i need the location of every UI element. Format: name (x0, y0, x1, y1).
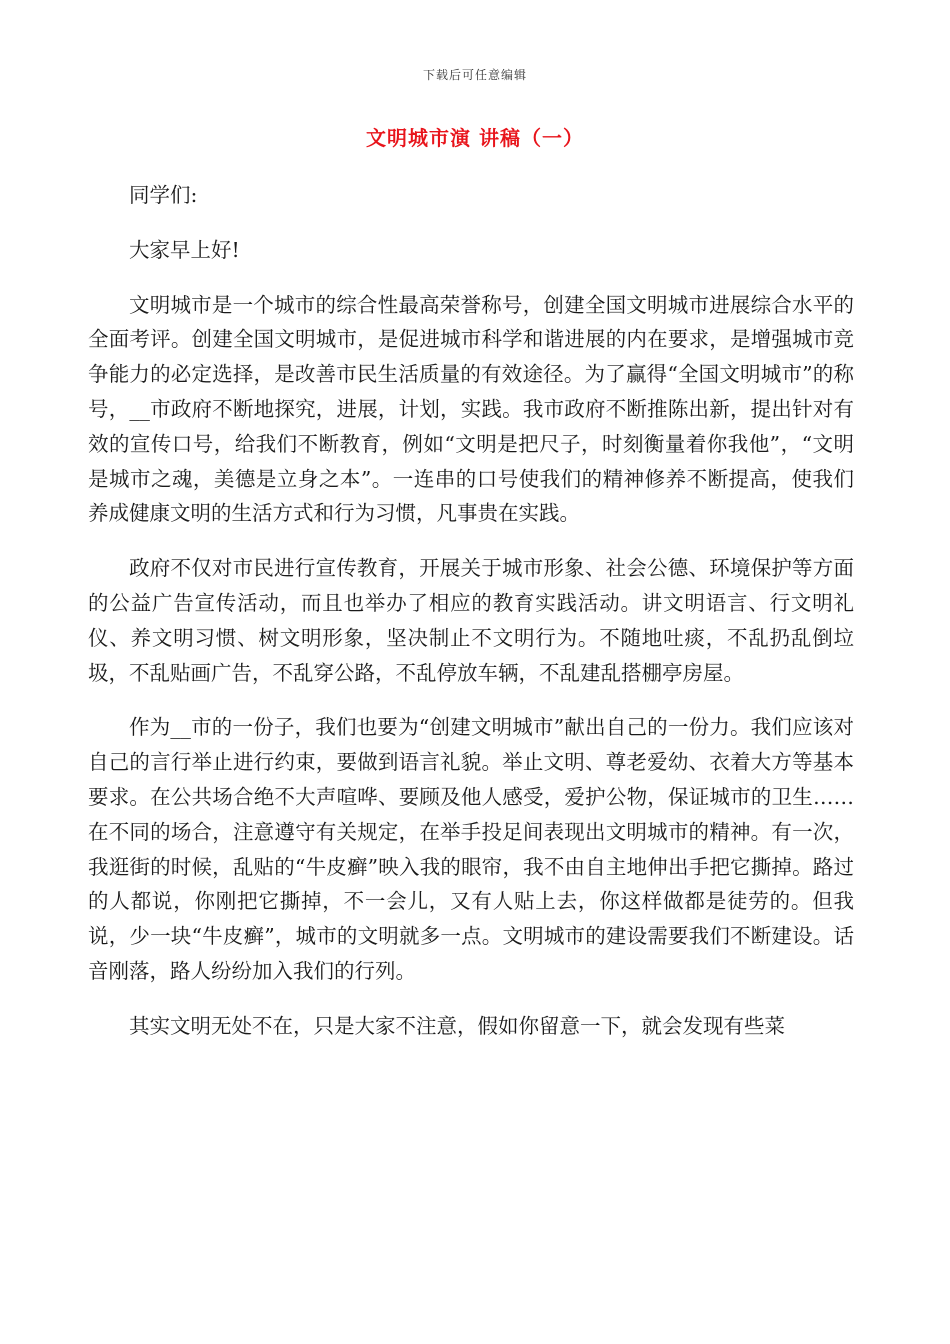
body-paragraph: 文明城市是一个城市的综合性最高荣誉称号，创建全国文明城市进展综合水平的全面考评。创建全国文明城市，是促进城市科学和谐进展的内在要求，是增强城市竞争能力的必定选择，是改善市民生活质量的有效途径。为了赢得“全国文明城市”的称号，__市政府不断地探究，进展，计划，实践。我市政府不断推陈出新，提出针对有效的宣传口号，给我们不断教育，例如“文明是把尺子，时刻衡量着你我他”，“文明是城市之魂，美德是立身之本”。一连串的口号使我们的精神修养不断提高，使我们养成健康文明的生活方式和行为习惯，凡事贵在实践。 (88, 292, 854, 526)
greeting-line: 同学们: (129, 183, 198, 207)
body-paragraph: 政府不仅对市民进行宣传教育，开展关于城市形象、社会公德、环境保护等方面的公益广告宣传活动，而且也举办了相应的教育实践活动。讲文明语言、行文明礼仪、养文明习惯、树文明形象，坚决制止不文明行为。不随地吐痰，不乱扔乱倒垃圾，不乱贴画广告，不乱穿公路，不乱停放车辆，不乱建乱搭棚亭房屋。 (88, 556, 854, 685)
document-body (88, 178, 854, 1064)
body-paragraph: 其实文明无处不在，只是大家不注意，假如你留意一下，就会发现有些菜 (129, 1013, 785, 1038)
document-title: 文明城市演 讲稿（一） (366, 126, 584, 150)
body-paragraph: 作为__市的一份子，我们也要为“创建文明城市”献出自己的一份力。我们应该对自己的言行举止进行约束，要做到语言礼貌。举止文明、尊老爱幼、衣着大方等基本要求。在公共场合绝不大声喧哗、要顾及他人感受，爱护公物，保证城市的卫生……在不同的场合，注意遵守有关规定，在举手投足间表现出文明城市的精神。有一次，我逛街的时候，乱贴的“牛皮癣”映入我的眼帘，我不由自主地伸出手把它撕掉。路过的人都说，你刚把它撕掉，不一会儿，又有人贴上去，你这样做都是徒劳的。但我说，少一块“牛皮癣”，城市的文明就多一点。文明城市的建设需要我们不断建设。话音刚落，路人纷纷加入我们的行列。 (88, 715, 854, 983)
header-note: 下载后可任意编辑 (422, 68, 527, 82)
greeting-line: 大家早上好! (129, 237, 240, 262)
